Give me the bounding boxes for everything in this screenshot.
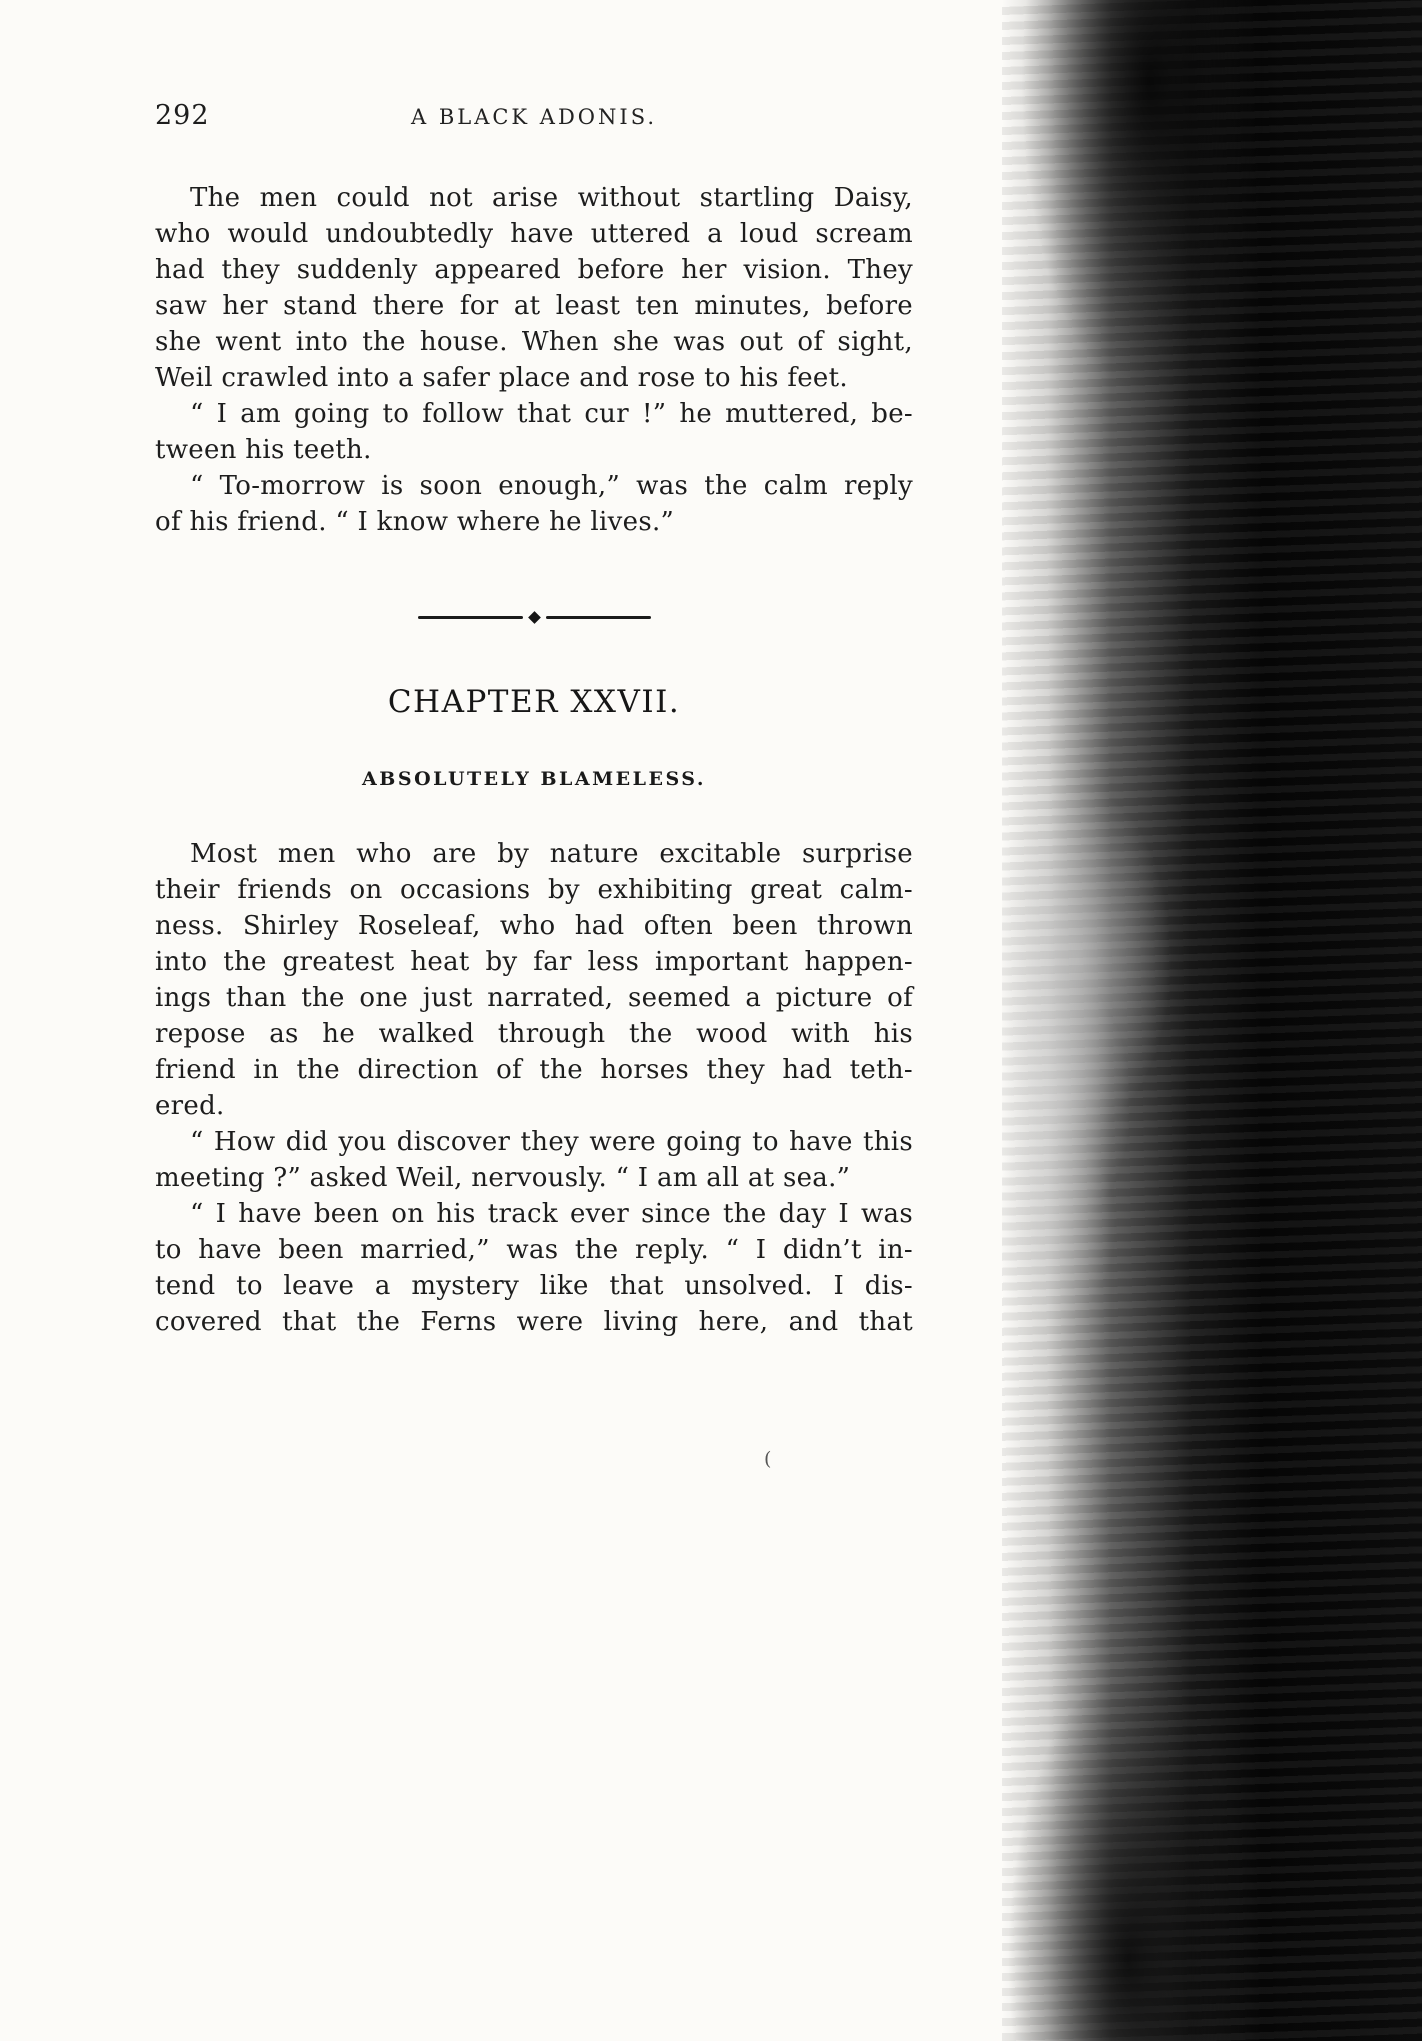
running-header: A BLACK ADONIS. bbox=[410, 105, 658, 129]
divider-line-right bbox=[546, 616, 651, 619]
text-column bbox=[155, 100, 913, 1340]
text-line: Most men who are by nature excitable surprise bbox=[190, 839, 913, 869]
text-line: Weil crawled into a safer place and rose to his feet. bbox=[155, 363, 848, 393]
chapter-subheading: ABSOLUTELY BLAMELESS. bbox=[362, 768, 706, 790]
text-line: The men could not arise without startling Daisy, bbox=[190, 183, 913, 213]
text-line: tween his teeth. bbox=[155, 435, 372, 465]
text-line: saw her stand there for at least ten minutes, before bbox=[155, 291, 913, 321]
paragraph bbox=[155, 396, 913, 468]
page-number: 292 bbox=[155, 100, 210, 131]
text-line: ered. bbox=[155, 1091, 225, 1121]
text-line: “ I am going to follow that cur !” he muttered, be- bbox=[190, 399, 913, 429]
page-header bbox=[155, 100, 913, 134]
text-line: she went into the house. When she was out of sight, bbox=[155, 327, 913, 357]
text-line: ness. Shirley Roseleaf, who had often been thrown bbox=[155, 911, 913, 941]
text-line: ings than the one just narrated, seemed a picture of bbox=[155, 983, 913, 1013]
paragraph bbox=[155, 1124, 913, 1196]
paragraph bbox=[155, 1196, 913, 1340]
paragraph bbox=[155, 468, 913, 540]
scan-speck-mark: ( bbox=[764, 1448, 772, 1470]
text-line: friend in the direction of the horses they had teth- bbox=[155, 1055, 913, 1085]
chapter-heading: CHAPTER XXVII. bbox=[387, 684, 681, 720]
text-line: meeting ?” asked Weil, nervously. “ I am all at sea.” bbox=[155, 1163, 851, 1193]
text-line: into the greatest heat by far less important happen- bbox=[155, 947, 913, 977]
paragraph bbox=[155, 836, 913, 1124]
text-line: “ To-morrow is soon enough,” was the calm reply bbox=[190, 471, 913, 501]
text-line: their friends on occasions by exhibiting great calm- bbox=[155, 875, 913, 905]
text-line: “ How did you discover they were going to have this bbox=[190, 1127, 913, 1157]
paragraph bbox=[155, 180, 913, 396]
text-line: repose as he walked through the wood with his bbox=[155, 1019, 913, 1049]
section-divider bbox=[155, 610, 913, 624]
text-line: had they suddenly appeared before her vision. They bbox=[155, 255, 913, 285]
text-line: who would undoubtedly have uttered a loud scream bbox=[155, 219, 913, 249]
chapter-body bbox=[155, 836, 913, 1340]
text-line: “ I have been on his track ever since the day I was bbox=[190, 1199, 913, 1229]
divider-line-left bbox=[418, 616, 523, 619]
text-line: of his friend. “ I know where he lives.” bbox=[155, 507, 675, 537]
text-line: tend to leave a mystery like that unsolved. I dis- bbox=[155, 1271, 913, 1301]
book-edge-scan-artifact bbox=[1002, 0, 1422, 2041]
text-line: to have been married,” was the reply. “ I didn’t in- bbox=[155, 1235, 913, 1265]
divider-diamond-icon bbox=[528, 611, 541, 624]
text-line: covered that the Ferns were living here, and that bbox=[155, 1307, 913, 1337]
